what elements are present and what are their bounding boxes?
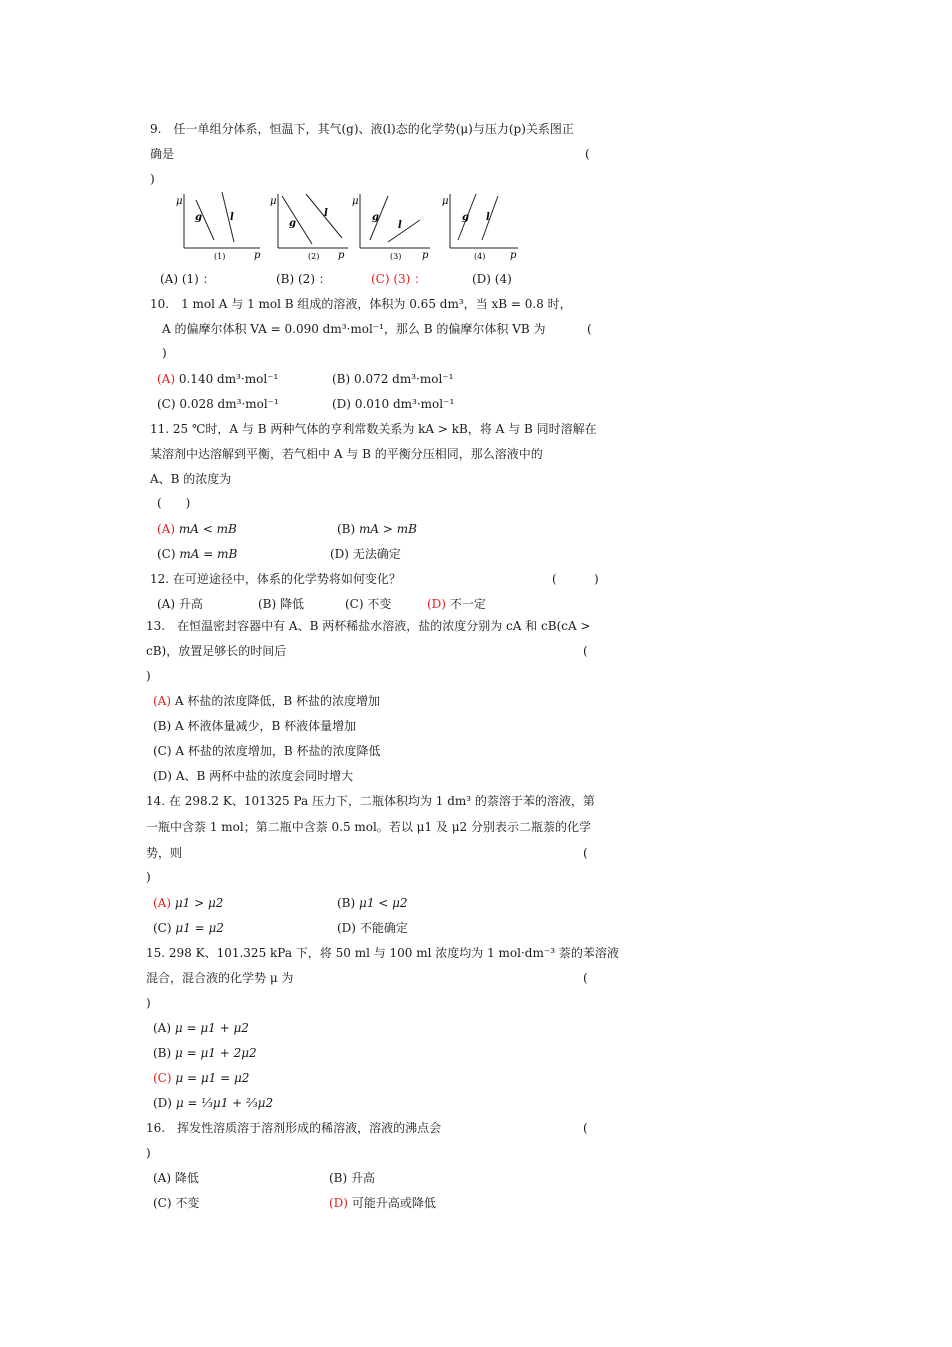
q15-stem-line1: 15. 298 K、101.325 kPa 下，将 50 ml 与 100 ml 浓度均为 1 mol·dm⁻³ 萘的苯溶液 bbox=[146, 946, 619, 960]
q9-option-c: (C) (3) ： bbox=[371, 272, 427, 286]
q9-graph-4 bbox=[442, 194, 518, 261]
q11-stem-line3: A、B 的浓度为 bbox=[150, 472, 232, 486]
q16-option-d: (D) 可能升高或降低 bbox=[329, 1196, 436, 1210]
q11-option-c: (C) mA = mB bbox=[157, 547, 238, 561]
q12-option-b: (B) 降低 bbox=[258, 597, 305, 611]
q9-g-2: g bbox=[289, 218, 296, 229]
q9-label-4: (4) bbox=[474, 252, 486, 261]
q9-label-2: (2) bbox=[308, 252, 320, 261]
q13-option-a: (A) A 杯盐的浓度降低，B 杯盐的浓度增加 bbox=[153, 694, 380, 708]
q9-l-3: l bbox=[398, 220, 402, 231]
q15-option-d: (D) μ = ⅓μ1 + ⅔μ2 bbox=[153, 1096, 274, 1110]
q9-label-3: (3) bbox=[390, 252, 402, 261]
q13-stem-line1: 13. 在恒温密封容器中有 A、B 两杯稀盐水溶液，盐的浓度分别为 cA 和 cB(cA > bbox=[146, 619, 591, 633]
q11-option-d: (D) 无法确定 bbox=[330, 547, 401, 561]
q9-l-2: l bbox=[324, 208, 328, 219]
q9-axis-y-2: μ bbox=[270, 196, 277, 207]
q10-option-d: (D) 0.010 dm³·mol⁻¹ bbox=[332, 397, 455, 411]
q16-stem-line1: 16. 挥发性溶质溶于溶剂形成的稀溶液，溶液的沸点会 bbox=[146, 1121, 442, 1135]
q14-stem-line2: 一瓶中含萘 1 mol；第二瓶中含萘 0.5 mol。若以 μ1 及 μ2 分别表示二瓶萘的化学 bbox=[146, 820, 591, 834]
q12-paren-close: ) bbox=[594, 572, 599, 586]
q16-option-b: (B) 升高 bbox=[329, 1171, 376, 1185]
q10-stem-line1: 10. 1 mol A 与 1 mol B 组成的溶液，体积为 0.65 dm³，当 xB = 0.8 时， bbox=[150, 297, 572, 311]
q10-option-b: (B) 0.072 dm³·mol⁻¹ bbox=[332, 372, 454, 386]
q15-stem-line2: 混合，混合液的化学势 μ 为 bbox=[146, 971, 294, 985]
q9-axis-y-1: μ bbox=[176, 196, 183, 207]
q10-option-a: (A) 0.140 dm³·mol⁻¹ bbox=[157, 372, 279, 386]
q10-paren-open: ( bbox=[587, 322, 592, 336]
q15-paren-close: ) bbox=[146, 996, 151, 1010]
q10-paren-close: ) bbox=[162, 346, 167, 360]
q9-axis-y-3: μ bbox=[352, 196, 359, 207]
q14-option-b: (B) μ1 < μ2 bbox=[337, 896, 408, 910]
q13-option-b: (B) A 杯液体量减少，B 杯液体量增加 bbox=[153, 719, 357, 733]
q10-stem-line2: A 的偏摩尔体积 VA = 0.090 dm³·mol⁻¹，那么 B 的偏摩尔体积 VB 为 bbox=[162, 322, 546, 336]
q11-paren: ( ) bbox=[157, 496, 191, 510]
q9-axis-x-4: p bbox=[510, 250, 517, 261]
q15-option-b: (B) μ = μ1 + 2μ2 bbox=[153, 1046, 257, 1060]
q9-l-1: l bbox=[230, 212, 234, 223]
q14-option-a: (A) μ1 > μ2 bbox=[153, 896, 224, 910]
q9-label-1: (1) bbox=[214, 252, 226, 261]
q12-option-a: (A) 升高 bbox=[157, 597, 203, 611]
q15-option-a: (A) μ = μ1 + μ2 bbox=[153, 1021, 249, 1035]
q14-option-d: (D) 不能确定 bbox=[337, 921, 408, 935]
q9-option-a: (A) (1) ： bbox=[160, 272, 215, 286]
q11-option-b: (B) mA > mB bbox=[337, 522, 417, 536]
q16-paren-close: ) bbox=[146, 1146, 151, 1160]
q13-option-d: (D) A、B 两杯中盐的浓度会同时增大 bbox=[153, 769, 354, 783]
q13-paren-open: ( bbox=[583, 644, 588, 658]
q12-option-c: (C) 不变 bbox=[345, 597, 392, 611]
q13-option-c: (C) A 杯盐的浓度增加，B 杯盐的浓度降低 bbox=[153, 744, 381, 758]
q14-paren-close: ) bbox=[146, 870, 151, 884]
q9-l-4: l bbox=[486, 212, 490, 223]
q9-axis-x-2: p bbox=[338, 250, 345, 261]
q9-g-1: g bbox=[195, 212, 202, 223]
q16-option-c: (C) 不变 bbox=[153, 1196, 200, 1210]
q9-axis-x-3: p bbox=[422, 250, 429, 261]
q9-option-b: (B) (2) ： bbox=[276, 272, 331, 286]
q10-option-c: (C) 0.028 dm³·mol⁻¹ bbox=[157, 397, 279, 411]
q9-axis-x-1: p bbox=[254, 250, 261, 261]
q11-stem-line1: 11. 25 ℃时，A 与 B 两种气体的亨利常数关系为 kA > kB，将 A 与 B 同时溶解在 bbox=[150, 422, 597, 436]
q9-stem-line1: 9. 任一单组分体系，恒温下，其气(g)、液(l)态的化学势(μ)与压力(p)关系图正 bbox=[150, 122, 574, 136]
q9-figure bbox=[172, 186, 532, 262]
q15-option-c: (C) μ = μ1 = μ2 bbox=[153, 1071, 250, 1085]
q14-option-c: (C) μ1 = μ2 bbox=[153, 921, 224, 935]
q11-option-a: (A) mA < mB bbox=[157, 522, 237, 536]
q9-graph-2 bbox=[270, 194, 348, 261]
q12-stem-line1: 12. 在可逆途径中，体系的化学势将如何变化？ bbox=[150, 572, 401, 586]
q14-stem-line1: 14. 在 298.2 K、101325 Pa 压力下，二瓶体积均为 1 dm³ 的萘溶于苯的溶液，第 bbox=[146, 794, 595, 808]
q9-axis-y-4: μ bbox=[442, 196, 449, 207]
q16-paren-open: ( bbox=[583, 1121, 588, 1135]
q9-graph-1 bbox=[176, 192, 261, 261]
q14-paren-open: ( bbox=[583, 846, 588, 860]
q9-paren-close: ) bbox=[150, 172, 155, 186]
q9-g-3: g bbox=[372, 212, 379, 223]
q14-stem-line3: 势，则 bbox=[146, 846, 183, 860]
q9-stem-line2: 确是 bbox=[150, 147, 175, 161]
q9-g-4: g bbox=[462, 212, 469, 223]
q12-paren-open: ( bbox=[552, 572, 557, 586]
q13-paren-close: ) bbox=[146, 669, 151, 683]
q9-option-d: (D) (4) bbox=[472, 272, 512, 286]
q9-graph-3 bbox=[352, 194, 430, 261]
q16-option-a: (A) 降低 bbox=[153, 1171, 199, 1185]
q11-stem-line2: 某溶剂中达溶解到平衡，若气相中 A 与 B 的平衡分压相同，那么溶液中的 bbox=[150, 447, 543, 461]
q15-paren-open: ( bbox=[583, 971, 588, 985]
q13-stem-line2: cB)，放置足够长的时间后 bbox=[146, 644, 287, 658]
q9-paren-open: ( bbox=[585, 147, 590, 161]
q12-option-d: (D) 不一定 bbox=[427, 597, 486, 611]
